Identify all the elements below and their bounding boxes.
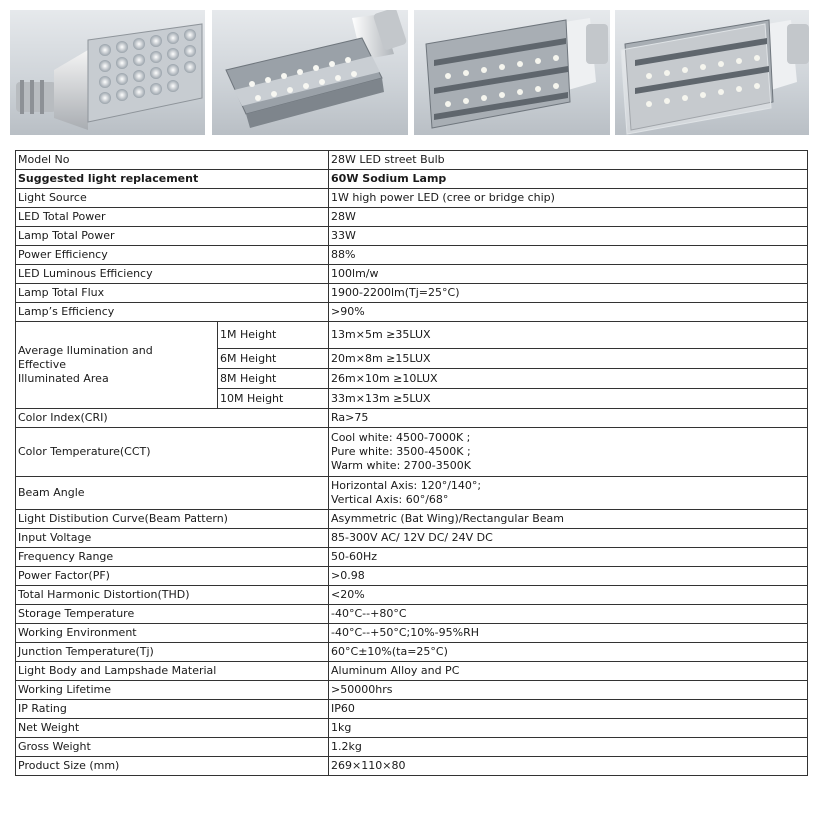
table-row — [16, 548, 808, 567]
spec-value: <20% — [329, 586, 808, 605]
spec-label: Light Distibution Curve(Beam Pattern) — [16, 510, 329, 529]
spec-value: Ra>75 — [329, 409, 808, 428]
table-row — [16, 605, 808, 624]
spec-value: 1.2kg — [329, 738, 808, 757]
table-row — [16, 284, 808, 303]
spec-label: Storage Temperature — [16, 605, 329, 624]
illumination-height: 10M Height — [218, 389, 329, 409]
table-row — [16, 700, 808, 719]
table-row — [16, 246, 808, 265]
spec-value: 88% — [329, 246, 808, 265]
spec-label: Gross Weight — [16, 738, 329, 757]
spec-label: Model No — [16, 151, 329, 170]
spec-label: Input Voltage — [16, 529, 329, 548]
illumination-value: 33m×13m ≥5LUX — [329, 389, 808, 409]
spec-value: >90% — [329, 303, 808, 322]
illumination-label: Average Ilumination and Effective Illuminated Area — [16, 322, 218, 409]
spec-value: >0.98 — [329, 567, 808, 586]
spec-label: Power Factor(PF) — [16, 567, 329, 586]
spec-value: 28W — [329, 208, 808, 227]
spec-label: IP Rating — [16, 700, 329, 719]
spec-label: Light Body and Lampshade Material — [16, 662, 329, 681]
illumination-value: 26m×10m ≥10LUX — [329, 369, 808, 389]
table-row — [16, 428, 808, 477]
table-row — [16, 322, 808, 349]
table-row — [16, 409, 808, 428]
spec-label: Light Source — [16, 189, 329, 208]
table-row — [16, 265, 808, 284]
table-row — [16, 227, 808, 246]
bulb-photo-2 — [212, 10, 408, 135]
beam-value: Horizontal Axis: 120°/140°; Vertical Axis: 60°/68° — [329, 477, 808, 510]
spec-table — [15, 150, 808, 776]
product-photo-strip — [0, 0, 820, 140]
spec-label: Net Weight — [16, 719, 329, 738]
illumination-height: 6M Height — [218, 349, 329, 369]
table-row — [16, 529, 808, 548]
table-row — [16, 151, 808, 170]
spec-label: Working Environment — [16, 624, 329, 643]
spec-value: -40°C--+50°C;10%-95%RH — [329, 624, 808, 643]
spec-label: Suggested light replacement — [16, 170, 329, 189]
spec-value: 1W high power LED (cree or bridge chip) — [329, 189, 808, 208]
spec-value: 1900-2200lm(Tj=25°C) — [329, 284, 808, 303]
spec-label: Power Efficiency — [16, 246, 329, 265]
table-row — [16, 624, 808, 643]
bulb-photo-3 — [414, 10, 610, 135]
table-row — [16, 208, 808, 227]
spec-label: Total Harmonic Distortion(THD) — [16, 586, 329, 605]
spec-value: 85-300V AC/ 12V DC/ 24V DC — [329, 529, 808, 548]
table-row — [16, 643, 808, 662]
spec-value: 100lm/w — [329, 265, 808, 284]
spec-value: 60°C±10%(ta=25°C) — [329, 643, 808, 662]
spec-value: 60W Sodium Lamp — [329, 170, 808, 189]
spec-value: Asymmetric (Bat Wing)/Rectangular Beam — [329, 510, 808, 529]
illumination-value: 20m×8m ≥15LUX — [329, 349, 808, 369]
table-row — [16, 510, 808, 529]
spec-value: 28W LED street Bulb — [329, 151, 808, 170]
spec-label: Lamp Total Flux — [16, 284, 329, 303]
spec-label: Lamp Total Power — [16, 227, 329, 246]
table-row — [16, 477, 808, 510]
spec-value: IP60 — [329, 700, 808, 719]
table-row — [16, 662, 808, 681]
table-row — [16, 757, 808, 776]
spec-value: 269×110×80 — [329, 757, 808, 776]
spec-value: 1kg — [329, 719, 808, 738]
table-row — [16, 719, 808, 738]
spec-label: Color Temperature(CCT) — [16, 428, 329, 477]
table-row — [16, 738, 808, 757]
spec-value: Aluminum Alloy and PC — [329, 662, 808, 681]
bulb-photo-4 — [615, 10, 809, 135]
table-row — [16, 170, 808, 189]
cct-value: Cool white: 4500-7000K ; Pure white: 3500-4500K ; Warm white: 2700-3500K — [329, 428, 808, 477]
bulb-photo-1 — [10, 10, 205, 135]
illumination-height: 1M Height — [218, 322, 329, 349]
illumination-height: 8M Height — [218, 369, 329, 389]
spec-value: -40°C--+80°C — [329, 605, 808, 624]
spec-label: LED Total Power — [16, 208, 329, 227]
spec-label: Beam Angle — [16, 477, 329, 510]
spec-label: Product Size (mm) — [16, 757, 329, 776]
spec-value: >50000hrs — [329, 681, 808, 700]
table-row — [16, 567, 808, 586]
spec-label: Lamp’s Efficiency — [16, 303, 329, 322]
table-row — [16, 586, 808, 605]
spec-value: 33W — [329, 227, 808, 246]
spec-label: Frequency Range — [16, 548, 329, 567]
spec-label: Junction Temperature(Tj) — [16, 643, 329, 662]
spec-value: 50-60Hz — [329, 548, 808, 567]
table-row — [16, 681, 808, 700]
spec-label: Working Lifetime — [16, 681, 329, 700]
table-row — [16, 303, 808, 322]
spec-label: Color Index(CRI) — [16, 409, 329, 428]
table-row — [16, 189, 808, 208]
spec-label: LED Luminous Efficiency — [16, 265, 329, 284]
illumination-value: 13m×5m ≥35LUX — [329, 322, 808, 349]
